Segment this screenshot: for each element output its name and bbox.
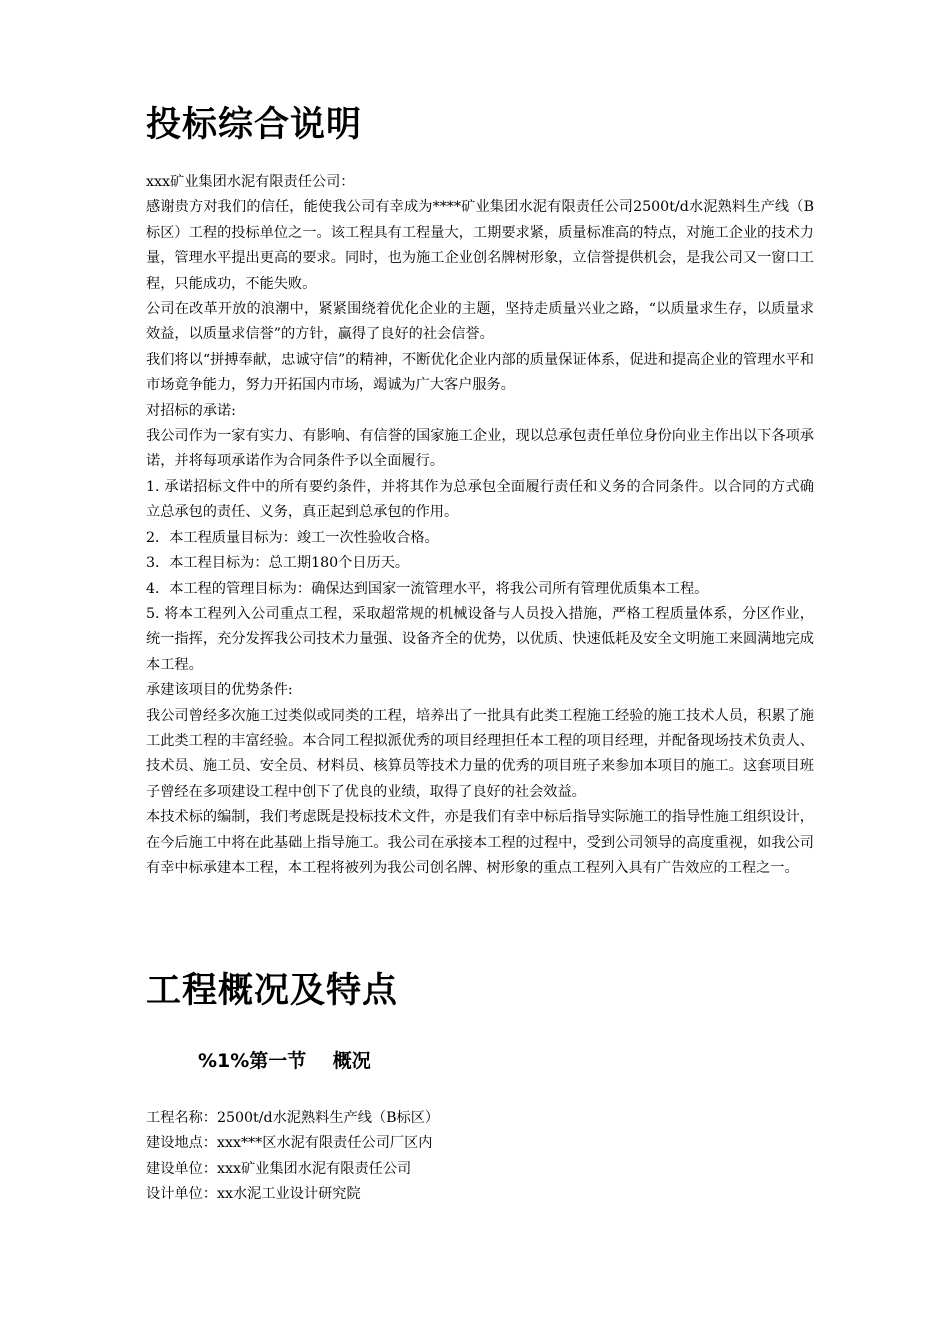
paragraph-commitment-intro: 我公司作为一家有实力、有影响、有信誉的国家施工企业，现以总承包责任单位身份向业主作出以下各项承诺，并将每项承诺作为合同条件予以全面履行。 xyxy=(146,428,814,470)
info-location: 建设地点：xxx***区水泥有限责任公司厂区内 xyxy=(146,1135,433,1152)
info-owner: 建设单位：xxx矿业集团水泥有限责任公司 xyxy=(146,1160,412,1177)
paragraph-advantages-heading: 承建该项目的优势条件: xyxy=(146,682,293,699)
info-project-name: 工程名称：2500t/d水泥熟料生产线（B标区） xyxy=(146,1110,440,1126)
paragraph-commitment-4: 4．本工程的管理目标为：确保达到国家一流管理水平，将我公司所有管理优质集本工程。 xyxy=(146,580,709,597)
paragraph-commitment-2: 2．本工程质量目标为：竣工一次性验收合格。 xyxy=(146,529,439,546)
heading-project-overview: 工程概况及特点 xyxy=(146,971,399,1011)
info-designer: 设计单位：xx水泥工业设计研究院 xyxy=(146,1186,361,1203)
paragraph-spirit: 我们将以“拼搏奉献，忠诚守信”的精神，不断优化企业内部的质量保证体系，促进和提高企业的管理水平和市场竟争能力，努力开拓国内市场，竭诚为广大客户服务。 xyxy=(146,351,814,394)
paragraph-advantages: 我公司曾经多次施工过类似或同类的工程，培养出了一批具有此类工程施工经验的施工技术人员，积累了施工此类工程的丰富经验。本合同工程拟派优秀的项目经理担任本工程的项目经理，并配备现场技术负责人、技术员、施工员、安全员、材料员、核算员等技术力量的优秀的项目班子来参加本项目的施工。这套项目班子曾经在多项建设工程中创下了优良的业绩，取得了良好的社会效益。 xyxy=(146,707,814,800)
paragraph-commitment-heading: 对招标的承诺: xyxy=(146,402,236,419)
paragraph-thanks: 感谢贵方对我们的信任，能使我公司有幸成为****矿业集团水泥有限责任公司2500t/d水泥熟料生产线（B标区）工程的投标单位之一。该工程具有工程量大，工期要求紧，质量标准高的特点，对施工企业的技术力量，管理水平提出更高的要求。同时，也为施工企业创名牌树形象，立信誉提供机会，是我公司又一窗口工程，只能成功，不能失败。 xyxy=(146,199,814,292)
paragraph-commitment-1: 1. 承诺招标文件中的所有要约条件，并将其作为总承包全面履行责任和义务的合同条件。以合同的方式确立总承包的责任、义务，真正起到总承包的作用。 xyxy=(146,478,814,521)
project-info-body xyxy=(146,1106,814,1208)
subheading-section-1: %1%第一节 概况 xyxy=(198,1050,371,1072)
bid-summary-body xyxy=(146,170,814,881)
paragraph-company-reform: 公司在改革开放的浪潮中，紧紧围绕着优化企业的主题，坚持走质量兴业之路，“以质量求生存，以质量求效益，以质量求信誉”的方针，赢得了良好的社会信誉。 xyxy=(146,301,814,343)
paragraph-technical-bid: 本技术标的编制，我们考虑既是投标技术文件，亦是我们有幸中标后指导实际施工的指导性施工组织设计，在今后施工中将在此基础上指导施工。我公司在承接本工程的过程中，受到公司领导的高度重视，如我公司有幸中标承建本工程，本工程将被列为我公司创名牌、树形象的重点工程列入具有广告效应的工程之一。 xyxy=(146,809,814,876)
paragraph-commitment-5: 5. 将本工程列入公司重点工程，采取超常规的机械设备与人员投入措施，严格工程质量体系，分区作业，统一指挥，充分发挥我公司技术力量强、设备齐全的优势，以优质、快速低耗及安全文明施工来圆满地完成本工程。 xyxy=(146,605,814,673)
paragraph-commitment-3: 3．本工程目标为：总工期180个日历天。 xyxy=(146,555,410,572)
heading-bid-summary: 投标综合说明 xyxy=(146,105,363,145)
paragraph-salutation: xxx矿业集团水泥有限责任公司： xyxy=(146,174,355,190)
